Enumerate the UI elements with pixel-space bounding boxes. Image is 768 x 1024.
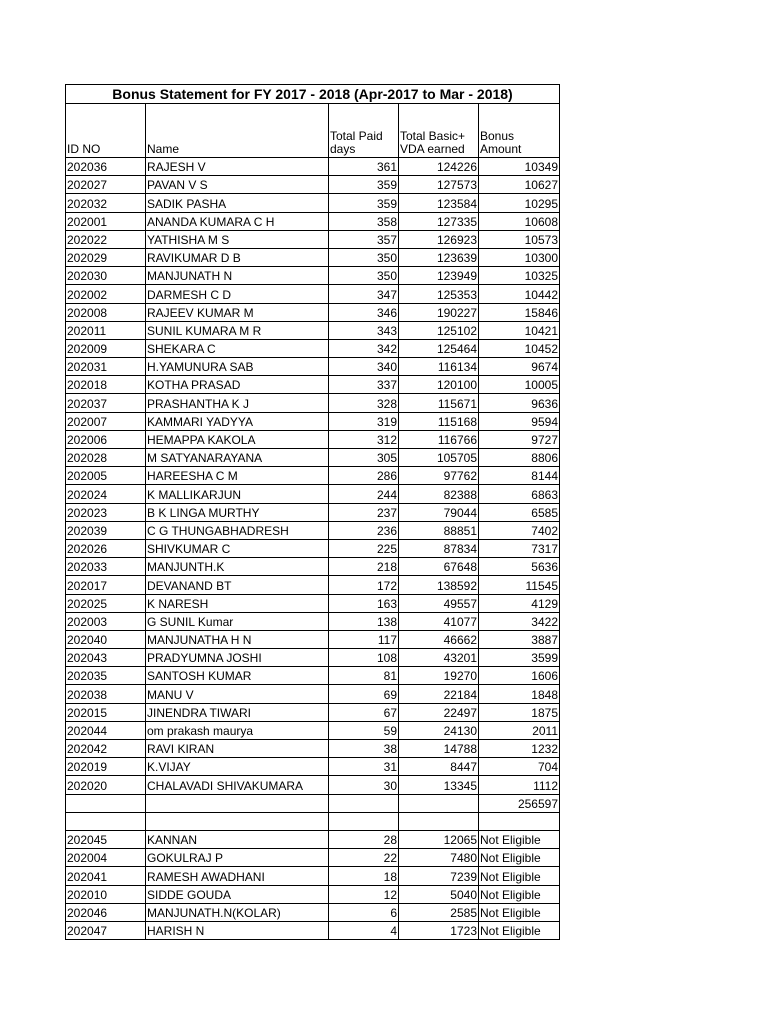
basic-vda-cell: 22497 xyxy=(399,703,479,721)
bonus-cell: 10421 xyxy=(479,321,560,339)
name-cell: HAREESHA C M xyxy=(146,467,329,485)
paid-days-cell: 38 xyxy=(329,740,399,758)
bonus-cell: 6585 xyxy=(479,503,560,521)
bonus-cell: 3599 xyxy=(479,649,560,667)
paid-days-cell: 117 xyxy=(329,630,399,648)
employee-row xyxy=(66,430,560,448)
basic-vda-cell: 12065 xyxy=(399,830,479,848)
bonus-cell: 9594 xyxy=(479,412,560,430)
not-eligible-row xyxy=(66,885,560,903)
header-row xyxy=(66,104,560,158)
basic-vda-cell: 125102 xyxy=(399,321,479,339)
paid-days-cell: 138 xyxy=(329,612,399,630)
bonus-cell: 4129 xyxy=(479,594,560,612)
basic-vda-cell: 126923 xyxy=(399,230,479,248)
basic-vda-cell: 1723 xyxy=(399,921,479,939)
name-cell: DARMESH C D xyxy=(146,285,329,303)
empty-cell xyxy=(66,794,146,812)
id-cell: 202038 xyxy=(66,685,146,703)
paid-days-cell: 337 xyxy=(329,376,399,394)
basic-vda-cell: 116134 xyxy=(399,358,479,376)
basic-vda-cell: 2585 xyxy=(399,903,479,921)
id-cell: 202017 xyxy=(66,576,146,594)
basic-vda-cell: 8447 xyxy=(399,758,479,776)
not-eligible-row xyxy=(66,867,560,885)
basic-vda-cell: 43201 xyxy=(399,649,479,667)
bonus-table xyxy=(65,84,560,940)
bonus-cell: 7402 xyxy=(479,521,560,539)
basic-vda-cell: 49557 xyxy=(399,594,479,612)
employee-row xyxy=(66,176,560,194)
id-cell: 202002 xyxy=(66,285,146,303)
bonus-cell: 10442 xyxy=(479,285,560,303)
employee-row xyxy=(66,685,560,703)
name-cell: MANJUNATH N xyxy=(146,267,329,285)
name-cell: DEVANAND BT xyxy=(146,576,329,594)
name-cell: HEMAPPA KAKOLA xyxy=(146,430,329,448)
paid-days-cell: 359 xyxy=(329,194,399,212)
bonus-cell: 1232 xyxy=(479,740,560,758)
id-cell: 202045 xyxy=(66,830,146,848)
paid-days-cell: 342 xyxy=(329,339,399,357)
employee-row xyxy=(66,230,560,248)
id-cell: 202005 xyxy=(66,467,146,485)
basic-vda-cell: 127335 xyxy=(399,212,479,230)
employee-row xyxy=(66,267,560,285)
bonus-cell: 10452 xyxy=(479,339,560,357)
bonus-cell: 10005 xyxy=(479,376,560,394)
bonus-cell: 1606 xyxy=(479,667,560,685)
id-cell: 202010 xyxy=(66,885,146,903)
basic-vda-cell: 115671 xyxy=(399,394,479,412)
id-cell: 202030 xyxy=(66,267,146,285)
employee-row xyxy=(66,539,560,557)
paid-days-cell: 18 xyxy=(329,867,399,885)
name-cell: JINENDRA TIWARI xyxy=(146,703,329,721)
name-cell: om prakash maurya xyxy=(146,721,329,739)
basic-vda-cell: 105705 xyxy=(399,449,479,467)
name-cell: PRASHANTHA K J xyxy=(146,394,329,412)
id-cell: 202001 xyxy=(66,212,146,230)
empty-cell xyxy=(329,794,399,812)
not-eligible-row xyxy=(66,849,560,867)
paid-days-cell: 346 xyxy=(329,303,399,321)
paid-days-cell: 328 xyxy=(329,394,399,412)
name-cell: KANNAN xyxy=(146,830,329,848)
employee-row xyxy=(66,303,560,321)
name-cell: C G THUNGABHADRESH xyxy=(146,521,329,539)
empty-cell xyxy=(399,812,479,830)
bonus-cell: 15846 xyxy=(479,303,560,321)
name-cell: SANTOSH KUMAR xyxy=(146,667,329,685)
id-cell: 202037 xyxy=(66,394,146,412)
bonus-cell: 9674 xyxy=(479,358,560,376)
basic-vda-cell: 67648 xyxy=(399,558,479,576)
basic-vda-cell: 22184 xyxy=(399,685,479,703)
paid-days-cell: 319 xyxy=(329,412,399,430)
id-cell: 202042 xyxy=(66,740,146,758)
bonus-cell: 9727 xyxy=(479,430,560,448)
paid-days-cell: 30 xyxy=(329,776,399,794)
employee-row xyxy=(66,576,560,594)
id-cell: 202047 xyxy=(66,921,146,939)
employee-row xyxy=(66,467,560,485)
bonus-cell: Not Eligible xyxy=(479,849,560,867)
bonus-cell: 2011 xyxy=(479,721,560,739)
id-cell: 202003 xyxy=(66,612,146,630)
paid-days-cell: 343 xyxy=(329,321,399,339)
paid-days-cell: 67 xyxy=(329,703,399,721)
id-cell: 202028 xyxy=(66,449,146,467)
id-cell: 202004 xyxy=(66,849,146,867)
basic-vda-cell: 97762 xyxy=(399,467,479,485)
employee-row xyxy=(66,449,560,467)
employee-row xyxy=(66,703,560,721)
id-cell: 202043 xyxy=(66,649,146,667)
bonus-cell: 1875 xyxy=(479,703,560,721)
empty-cell xyxy=(479,812,560,830)
employee-row xyxy=(66,612,560,630)
id-cell: 202029 xyxy=(66,248,146,266)
name-cell: RAJEEV KUMAR M xyxy=(146,303,329,321)
employee-row xyxy=(66,521,560,539)
employee-row xyxy=(66,412,560,430)
basic-vda-cell: 124226 xyxy=(399,158,479,176)
bonus-cell: 8144 xyxy=(479,467,560,485)
header-basic-vda: Total Basic+ VDA earned xyxy=(399,104,479,158)
name-cell: CHALAVADI SHIVAKUMARA xyxy=(146,776,329,794)
id-cell: 202041 xyxy=(66,867,146,885)
id-cell: 202022 xyxy=(66,230,146,248)
bonus-cell: 9636 xyxy=(479,394,560,412)
id-cell: 202031 xyxy=(66,358,146,376)
paid-days-cell: 28 xyxy=(329,830,399,848)
bonus-cell: 10349 xyxy=(479,158,560,176)
bonus-cell: 5636 xyxy=(479,558,560,576)
not-eligible-row xyxy=(66,830,560,848)
paid-days-cell: 172 xyxy=(329,576,399,594)
bonus-cell: 1848 xyxy=(479,685,560,703)
bonus-cell: 11545 xyxy=(479,576,560,594)
employee-row xyxy=(66,721,560,739)
name-cell: KAMMARI YADYYA xyxy=(146,412,329,430)
bonus-cell: 10573 xyxy=(479,230,560,248)
paid-days-cell: 305 xyxy=(329,449,399,467)
employee-row xyxy=(66,158,560,176)
name-cell: SHIVKUMAR C xyxy=(146,539,329,557)
paid-days-cell: 286 xyxy=(329,467,399,485)
bonus-cell: 6863 xyxy=(479,485,560,503)
basic-vda-cell: 120100 xyxy=(399,376,479,394)
basic-vda-cell: 88851 xyxy=(399,521,479,539)
id-cell: 202011 xyxy=(66,321,146,339)
name-cell: M SATYANARAYANA xyxy=(146,449,329,467)
name-cell: K MALLIKARJUN xyxy=(146,485,329,503)
basic-vda-cell: 41077 xyxy=(399,612,479,630)
name-cell: MANJUNTH.K xyxy=(146,558,329,576)
employee-row xyxy=(66,630,560,648)
paid-days-cell: 340 xyxy=(329,358,399,376)
basic-vda-cell: 7239 xyxy=(399,867,479,885)
id-cell: 202035 xyxy=(66,667,146,685)
name-cell: G SUNIL Kumar xyxy=(146,612,329,630)
id-cell: 202024 xyxy=(66,485,146,503)
paid-days-cell: 12 xyxy=(329,885,399,903)
basic-vda-cell: 115168 xyxy=(399,412,479,430)
id-cell: 202023 xyxy=(66,503,146,521)
total-bonus-value: 256597 xyxy=(479,794,560,812)
basic-vda-cell: 87834 xyxy=(399,539,479,557)
bonus-cell: 10627 xyxy=(479,176,560,194)
id-cell: 202046 xyxy=(66,903,146,921)
header-id: ID NO xyxy=(66,104,146,158)
header-bonus: Bonus Amount xyxy=(479,104,560,158)
bonus-cell: 10295 xyxy=(479,194,560,212)
basic-vda-cell: 24130 xyxy=(399,721,479,739)
employee-row xyxy=(66,212,560,230)
employee-row xyxy=(66,339,560,357)
employee-row xyxy=(66,485,560,503)
employee-row xyxy=(66,503,560,521)
paid-days-cell: 361 xyxy=(329,158,399,176)
paid-days-cell: 6 xyxy=(329,903,399,921)
name-cell: KOTHA PRASAD xyxy=(146,376,329,394)
employee-row xyxy=(66,758,560,776)
paid-days-cell: 244 xyxy=(329,485,399,503)
bonus-cell: 10300 xyxy=(479,248,560,266)
name-cell: MANJUNATHA H N xyxy=(146,630,329,648)
paid-days-cell: 350 xyxy=(329,267,399,285)
name-cell: YATHISHA M S xyxy=(146,230,329,248)
bonus-statement-sheet xyxy=(65,84,559,940)
employee-row xyxy=(66,394,560,412)
basic-vda-cell: 123584 xyxy=(399,194,479,212)
bonus-cell: Not Eligible xyxy=(479,885,560,903)
bonus-cell: 1112 xyxy=(479,776,560,794)
name-cell: SUNIL KUMARA M R xyxy=(146,321,329,339)
name-cell: SHEKARA C xyxy=(146,339,329,357)
paid-days-cell: 4 xyxy=(329,921,399,939)
basic-vda-cell: 190227 xyxy=(399,303,479,321)
name-cell: B K LINGA MURTHY xyxy=(146,503,329,521)
id-cell: 202036 xyxy=(66,158,146,176)
id-cell: 202040 xyxy=(66,630,146,648)
bonus-cell: 3422 xyxy=(479,612,560,630)
employee-row xyxy=(66,376,560,394)
id-cell: 202032 xyxy=(66,194,146,212)
bonus-cell: 3887 xyxy=(479,630,560,648)
paid-days-cell: 59 xyxy=(329,721,399,739)
name-cell: SIDDE GOUDA xyxy=(146,885,329,903)
name-cell: RAJESH V xyxy=(146,158,329,176)
name-cell: GOKULRAJ P xyxy=(146,849,329,867)
name-cell: H.YAMUNURA SAB xyxy=(146,358,329,376)
empty-cell xyxy=(146,812,329,830)
basic-vda-cell: 123639 xyxy=(399,248,479,266)
paid-days-cell: 69 xyxy=(329,685,399,703)
name-cell: SADIK PASHA xyxy=(146,194,329,212)
employee-row xyxy=(66,558,560,576)
bonus-cell: 10325 xyxy=(479,267,560,285)
employee-row xyxy=(66,740,560,758)
empty-cell xyxy=(146,794,329,812)
empty-cell xyxy=(66,812,146,830)
paid-days-cell: 225 xyxy=(329,539,399,557)
employee-row xyxy=(66,594,560,612)
paid-days-cell: 237 xyxy=(329,503,399,521)
id-cell: 202006 xyxy=(66,430,146,448)
basic-vda-cell: 7480 xyxy=(399,849,479,867)
id-cell: 202007 xyxy=(66,412,146,430)
paid-days-cell: 236 xyxy=(329,521,399,539)
id-cell: 202025 xyxy=(66,594,146,612)
name-cell: K NARESH xyxy=(146,594,329,612)
spacer-row xyxy=(66,812,560,830)
name-cell: K.VIJAY xyxy=(146,758,329,776)
basic-vda-cell: 14788 xyxy=(399,740,479,758)
bonus-cell: Not Eligible xyxy=(479,903,560,921)
employee-row xyxy=(66,776,560,794)
id-cell: 202019 xyxy=(66,758,146,776)
sheet-title: Bonus Statement for FY 2017 - 2018 (Apr-2017 to Mar - 2018) xyxy=(66,85,560,104)
employee-row xyxy=(66,248,560,266)
employee-row xyxy=(66,649,560,667)
paid-days-cell: 218 xyxy=(329,558,399,576)
basic-vda-cell: 79044 xyxy=(399,503,479,521)
header-name: Name xyxy=(146,104,329,158)
id-cell: 202027 xyxy=(66,176,146,194)
name-cell: PAVAN V S xyxy=(146,176,329,194)
basic-vda-cell: 19270 xyxy=(399,667,479,685)
employee-row xyxy=(66,321,560,339)
name-cell: MANJUNATH.N(KOLAR) xyxy=(146,903,329,921)
bonus-cell: Not Eligible xyxy=(479,867,560,885)
id-cell: 202044 xyxy=(66,721,146,739)
paid-days-cell: 347 xyxy=(329,285,399,303)
name-cell: MANU V xyxy=(146,685,329,703)
basic-vda-cell: 138592 xyxy=(399,576,479,594)
paid-days-cell: 163 xyxy=(329,594,399,612)
paid-days-cell: 357 xyxy=(329,230,399,248)
paid-days-cell: 108 xyxy=(329,649,399,667)
not-eligible-row xyxy=(66,903,560,921)
basic-vda-cell: 46662 xyxy=(399,630,479,648)
basic-vda-cell: 13345 xyxy=(399,776,479,794)
id-cell: 202039 xyxy=(66,521,146,539)
total-row xyxy=(66,794,560,812)
id-cell: 202018 xyxy=(66,376,146,394)
paid-days-cell: 22 xyxy=(329,849,399,867)
employee-row xyxy=(66,358,560,376)
not-eligible-row xyxy=(66,921,560,939)
name-cell: RAMESH AWADHANI xyxy=(146,867,329,885)
paid-days-cell: 312 xyxy=(329,430,399,448)
basic-vda-cell: 125464 xyxy=(399,339,479,357)
employee-row xyxy=(66,285,560,303)
name-cell: HARISH N xyxy=(146,921,329,939)
id-cell: 202020 xyxy=(66,776,146,794)
paid-days-cell: 81 xyxy=(329,667,399,685)
basic-vda-cell: 127573 xyxy=(399,176,479,194)
basic-vda-cell: 5040 xyxy=(399,885,479,903)
bonus-cell: 704 xyxy=(479,758,560,776)
basic-vda-cell: 116766 xyxy=(399,430,479,448)
id-cell: 202026 xyxy=(66,539,146,557)
id-cell: 202033 xyxy=(66,558,146,576)
paid-days-cell: 350 xyxy=(329,248,399,266)
bonus-cell: 7317 xyxy=(479,539,560,557)
basic-vda-cell: 125353 xyxy=(399,285,479,303)
empty-cell xyxy=(399,794,479,812)
id-cell: 202009 xyxy=(66,339,146,357)
id-cell: 202015 xyxy=(66,703,146,721)
paid-days-cell: 358 xyxy=(329,212,399,230)
bonus-cell: 10608 xyxy=(479,212,560,230)
id-cell: 202008 xyxy=(66,303,146,321)
name-cell: RAVI KIRAN xyxy=(146,740,329,758)
bonus-cell: Not Eligible xyxy=(479,830,560,848)
name-cell: PRADYUMNA JOSHI xyxy=(146,649,329,667)
name-cell: ANANDA KUMARA C H xyxy=(146,212,329,230)
empty-cell xyxy=(329,812,399,830)
employee-row xyxy=(66,194,560,212)
paid-days-cell: 31 xyxy=(329,758,399,776)
paid-days-cell: 359 xyxy=(329,176,399,194)
header-paid-days: Total Paid days xyxy=(329,104,399,158)
name-cell: RAVIKUMAR D B xyxy=(146,248,329,266)
title-row xyxy=(66,85,560,104)
basic-vda-cell: 82388 xyxy=(399,485,479,503)
bonus-cell: Not Eligible xyxy=(479,921,560,939)
bonus-cell: 8806 xyxy=(479,449,560,467)
employee-row xyxy=(66,667,560,685)
basic-vda-cell: 123949 xyxy=(399,267,479,285)
